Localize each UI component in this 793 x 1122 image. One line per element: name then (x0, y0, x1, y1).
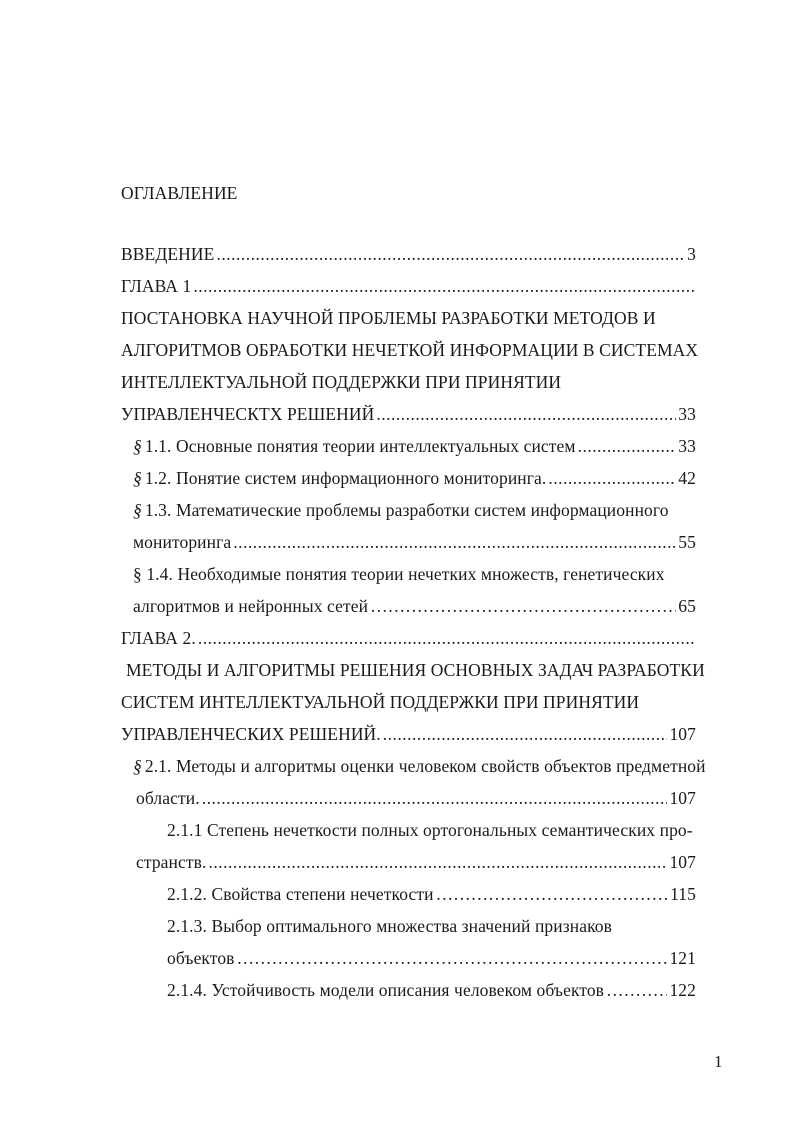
dot-leader (376, 403, 676, 425)
toc-entry-subsection-2-1-4[interactable] (167, 979, 696, 1001)
chapter-1-title-line-2: АЛГОРИТМОВ ОБРАБОТКИ НЕЧЕТКОЙ ИНФОРМАЦИИ В СИСТЕМАХ (121, 340, 699, 360)
toc-entry-section-1-3-line-1[interactable] (133, 499, 669, 521)
dot-leader (606, 979, 667, 1001)
chapter-2-title-line-2: СИСТЕМ ИНТЕЛЛЕКТУАЛЬНОЙ ПОДДЕРЖКИ ПРИ ПРИНЯТИИ (121, 692, 640, 712)
dot-leader (233, 531, 676, 553)
toc-entry-chapter-1[interactable] (121, 275, 696, 297)
toc-page-number: 107 (669, 788, 696, 808)
toc-entry-section-1-2[interactable] (133, 467, 696, 489)
toc-entry-subsection-2-1-1-line-1[interactable]: 2.1.1 Степень нечеткости полных ортогональных семантических про- (167, 820, 693, 840)
chapter-2-title-line-1: МЕТОДЫ И АЛГОРИТМЫ РЕШЕНИЯ ОСНОВНЫХ ЗАДАЧ РАЗРАБОТКИ (126, 660, 705, 680)
toc-entry-text: 2.1.4. Устойчивость модели описания человеком объектов (167, 980, 605, 1000)
section-sign: § (133, 436, 142, 456)
toc-entry-text: 1.3. Математические проблемы разработки систем информационного (144, 500, 669, 520)
toc-entry-text: ГЛАВА 2. (121, 628, 196, 648)
toc-page-number: 65 (678, 596, 696, 616)
page-title: ОГЛАВЛЕНИЕ (121, 183, 238, 203)
toc-page-number: 33 (678, 404, 696, 424)
toc-entry-text: ГЛАВА 1 (121, 276, 192, 296)
section-sign: § (133, 756, 142, 776)
toc-entry-text: 1.1. Основные понятия теории интеллектуальных систем (144, 436, 576, 456)
dot-leader (198, 627, 694, 649)
toc-page-number: 55 (678, 532, 696, 552)
chapter-1-title-line-4: УПРАВЛЕНЧЕСКТХ РЕШЕНИЙ (121, 404, 375, 424)
toc-entry-section-1-4-line-1[interactable]: § 1.4. Необходимые понятия теории нечетких множеств, генетических (133, 564, 665, 584)
dot-leader (202, 787, 668, 809)
toc-entry-subsection-2-1-3-line-1[interactable]: 2.1.3. Выбор оптимального множества значений признаков (167, 916, 613, 936)
dot-leader (237, 947, 668, 969)
section-sign: § (133, 500, 142, 520)
chapter-2-title-line-3: УПРАВЛЕНЧЕСКИХ РЕШЕНИЙ. (121, 724, 381, 744)
toc-entry-chapter-2[interactable] (121, 627, 696, 649)
toc-entry-chapter-1-title[interactable] (121, 403, 696, 425)
toc-entry-chapter-2-title[interactable] (121, 723, 696, 745)
toc-entry-section-2-1-line-1[interactable] (133, 755, 706, 777)
toc-entry-section-1-4-line-2[interactable] (133, 595, 696, 617)
toc-page-number: 115 (670, 884, 696, 904)
toc-entry-subsection-2-1-1-line-2[interactable] (136, 851, 696, 873)
toc-page-number: 107 (669, 724, 696, 744)
toc-page-number: 33 (678, 436, 696, 456)
dot-leader (193, 275, 694, 297)
section-sign: § (133, 468, 142, 488)
dot-leader (208, 851, 667, 873)
dot-leader (383, 723, 668, 745)
toc-page-number: 107 (669, 852, 696, 872)
toc-entry-text: объектов (167, 948, 235, 968)
page-number: 1 (714, 1052, 723, 1071)
toc-entry-text: ВВЕДЕНИЕ (121, 244, 215, 264)
chapter-1-title-line-3: ИНТЕЛЛЕКТУАЛЬНОЙ ПОДДЕРЖКИ ПРИ ПРИНЯТИИ (121, 372, 562, 392)
toc-entry-intro[interactable] (121, 243, 696, 265)
toc-entry-text: странств. (136, 852, 207, 872)
toc-entry-text: мониторинга (133, 532, 232, 552)
toc-page-number: 42 (678, 468, 696, 488)
dot-leader (436, 883, 669, 905)
toc-entry-section-2-1-line-2[interactable] (136, 787, 696, 809)
toc-entry-text: алгоритмов и нейронных сетей (133, 596, 369, 616)
dot-leader (216, 243, 685, 265)
toc-page-number: 3 (687, 244, 696, 264)
toc-page-number: 121 (669, 948, 696, 968)
toc-entry-subsection-2-1-3-line-2[interactable] (167, 947, 696, 969)
toc-page-number: 122 (669, 980, 696, 1000)
dot-leader (548, 467, 676, 489)
toc-entry-text: 2.1.2. Свойства степени нечеткости (167, 884, 434, 904)
toc-entry-text: 1.2. Понятие систем информационного мониторинга. (144, 468, 547, 488)
toc-entry-section-1-1[interactable] (133, 435, 696, 457)
chapter-1-title-line-1: ПОСТАНОВКА НАУЧНОЙ ПРОБЛЕМЫ РАЗРАБОТКИ МЕТОДОВ И (121, 308, 656, 328)
toc-entry-subsection-2-1-2[interactable] (167, 883, 696, 905)
dot-leader (370, 595, 676, 617)
toc-entry-section-1-3-line-2[interactable] (133, 531, 696, 553)
toc-entry-text: 2.1. Методы и алгоритмы оценки человеком свойств объектов предметной (144, 756, 706, 776)
dot-leader (578, 435, 677, 457)
toc-entry-text: области. (136, 788, 200, 808)
